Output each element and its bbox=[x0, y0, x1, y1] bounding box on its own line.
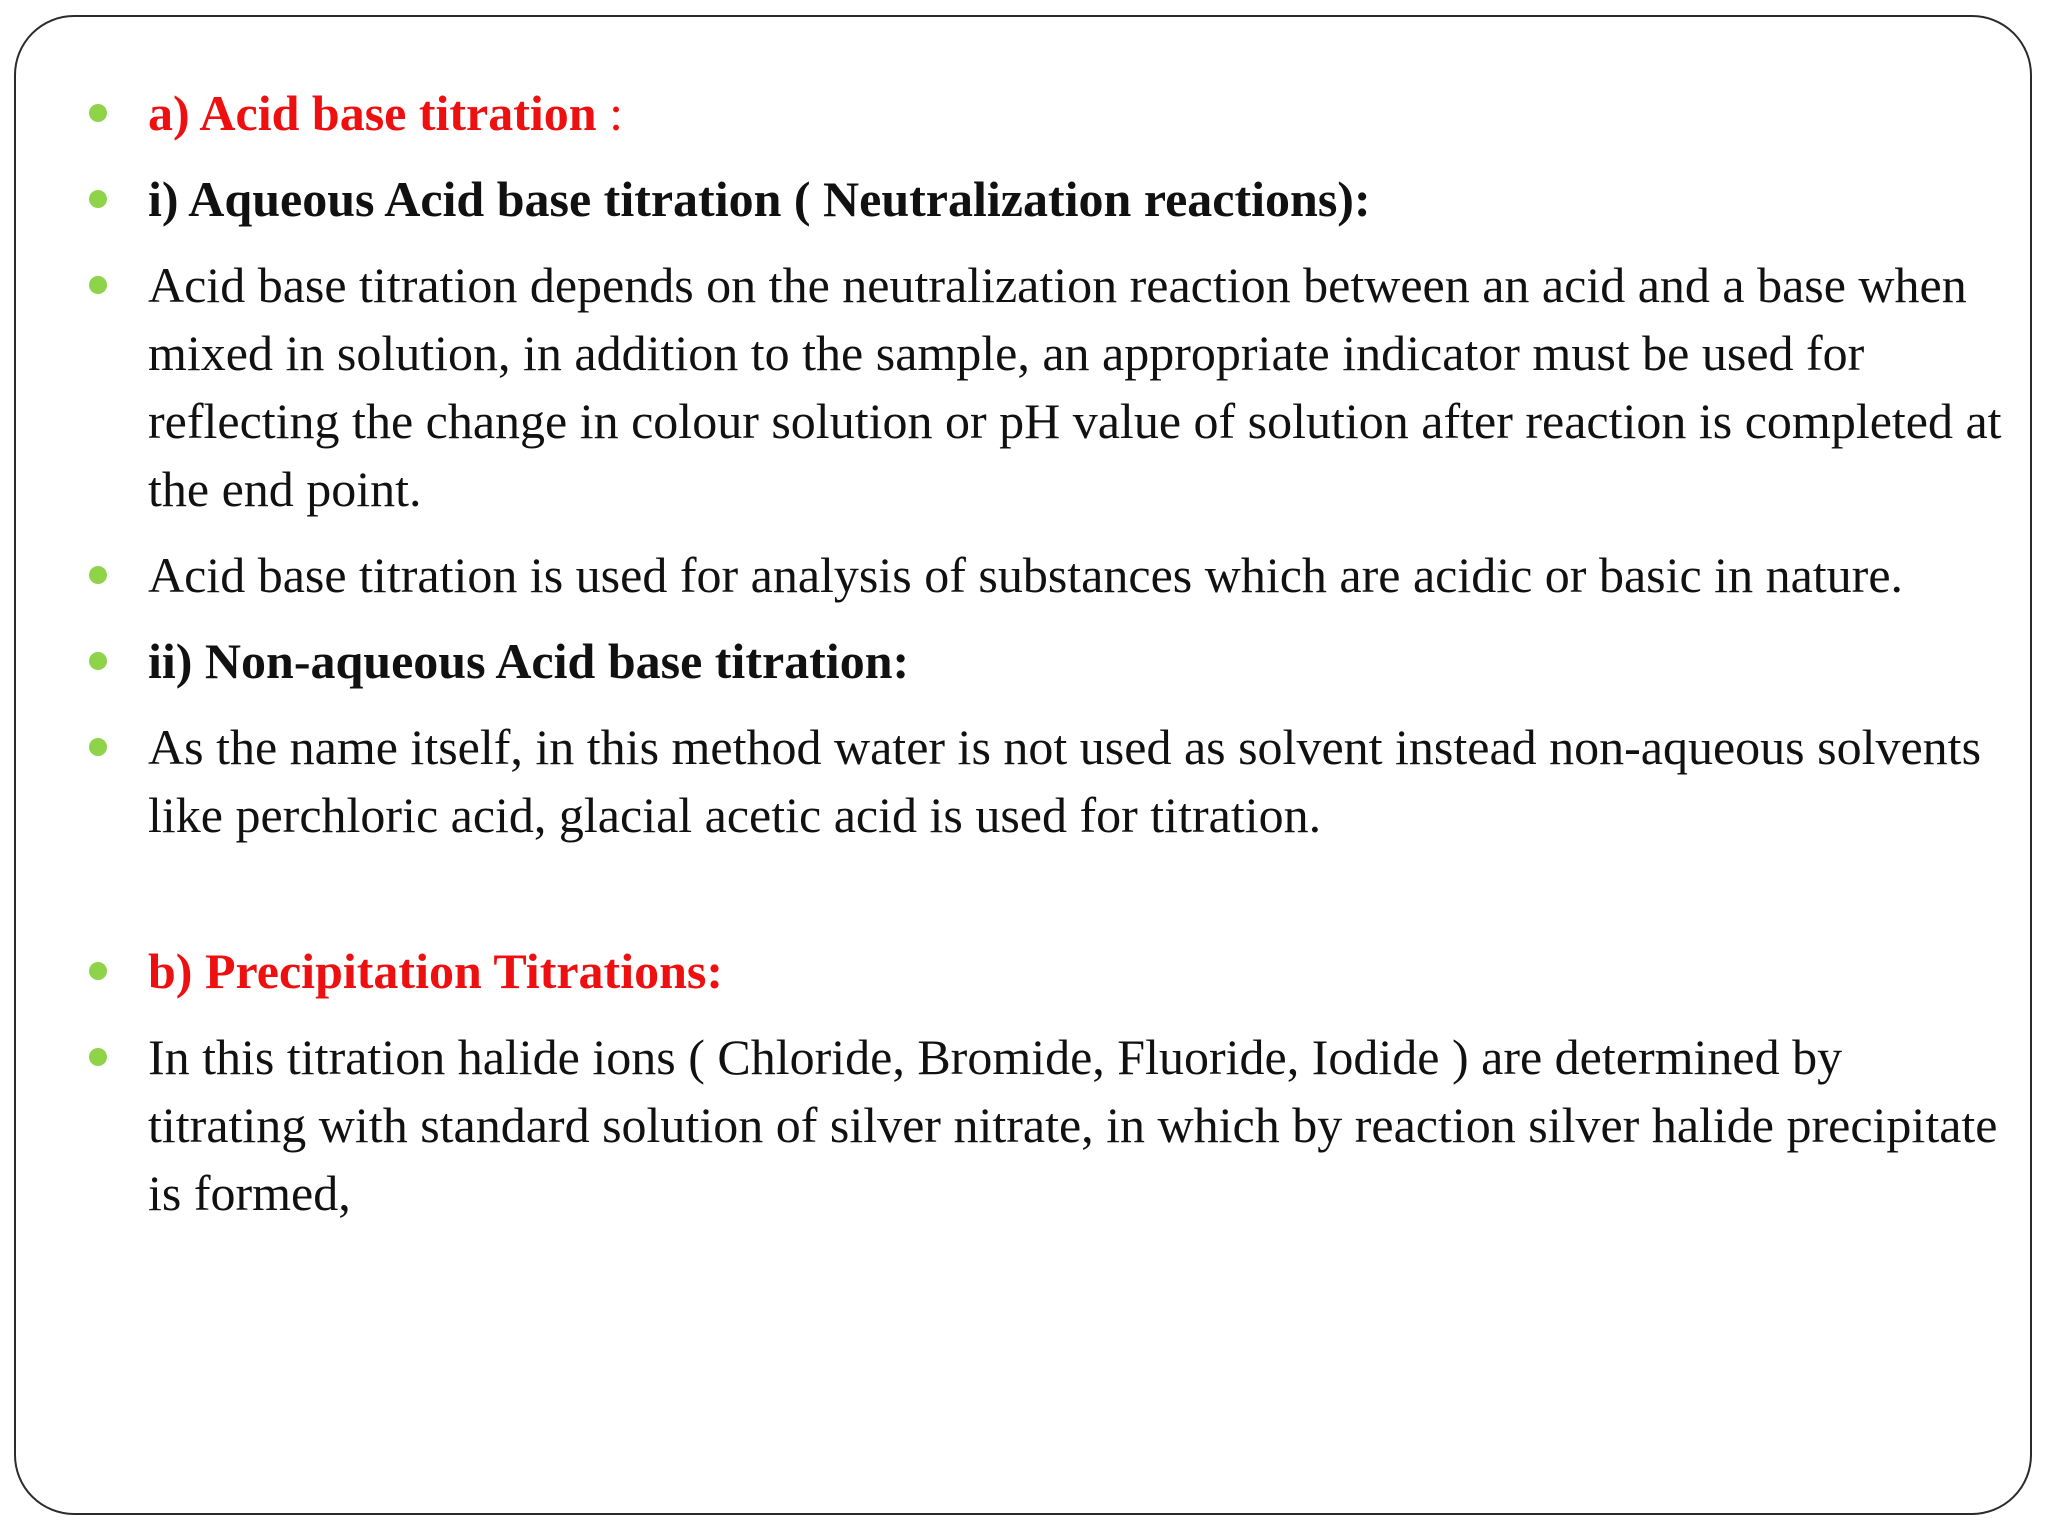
heading-aqueous-titration: i) Aqueous Acid base titration ( Neutralization reactions): bbox=[148, 171, 1371, 227]
bullet-item-aqueous-heading bbox=[82, 165, 2002, 233]
heading-acid-base-titration: a) Acid base titration bbox=[148, 85, 597, 141]
bullet-dot-icon bbox=[89, 566, 107, 584]
bullet-dot-icon bbox=[89, 190, 107, 208]
bullet-item-acid-base-heading bbox=[82, 79, 2002, 147]
bullet-item-nonaqueous-text bbox=[82, 713, 2002, 849]
bullet-item-precipitation-heading bbox=[82, 937, 2002, 1005]
bullet-dot-icon bbox=[89, 276, 107, 294]
bullet-item-nonaqueous-heading bbox=[82, 627, 2002, 695]
slide-content bbox=[82, 79, 2002, 1245]
bullet-item-analysis-text bbox=[82, 541, 2002, 609]
bullet-dot-icon bbox=[89, 104, 107, 122]
bullet-item-neutralization-text bbox=[82, 251, 2002, 523]
paragraph-halide: In this titration halide ions ( Chloride, Bromide, Fluoride, Iodide ) are determined by titrating with standard solution of silver nitrate, in which by reaction silver halide precipitate is formed, bbox=[148, 1029, 1998, 1221]
bullet-dot-icon bbox=[89, 1048, 107, 1066]
bullet-dot-icon bbox=[89, 962, 107, 980]
bullet-dot-icon bbox=[89, 652, 107, 670]
paragraph-neutralization: Acid base titration depends on the neutralization reaction between an acid and a base when mixed in solution, in addition to the sample, an appropriate indicator must be used for reflecting the change in colour solution or pH value of solution after reaction is completed at the end point. bbox=[148, 257, 2002, 517]
heading-precipitation-titrations: b) Precipitation Titrations: bbox=[148, 943, 723, 999]
bullet-dot-icon bbox=[89, 738, 107, 756]
heading-colon: : bbox=[596, 85, 623, 141]
heading-nonaqueous-titration: ii) Non-aqueous Acid base titration: bbox=[148, 633, 910, 689]
paragraph-nonaqueous: As the name itself, in this method water is not used as solvent instead non-aqueous solvents like perchloric acid, glacial acetic acid is used for titration. bbox=[148, 719, 1982, 843]
paragraph-analysis: Acid base titration is used for analysis of substances which are acidic or basic in nature. bbox=[148, 547, 1904, 603]
bullet-item-halide-text bbox=[82, 1023, 2002, 1227]
slide-frame bbox=[14, 15, 2032, 1515]
